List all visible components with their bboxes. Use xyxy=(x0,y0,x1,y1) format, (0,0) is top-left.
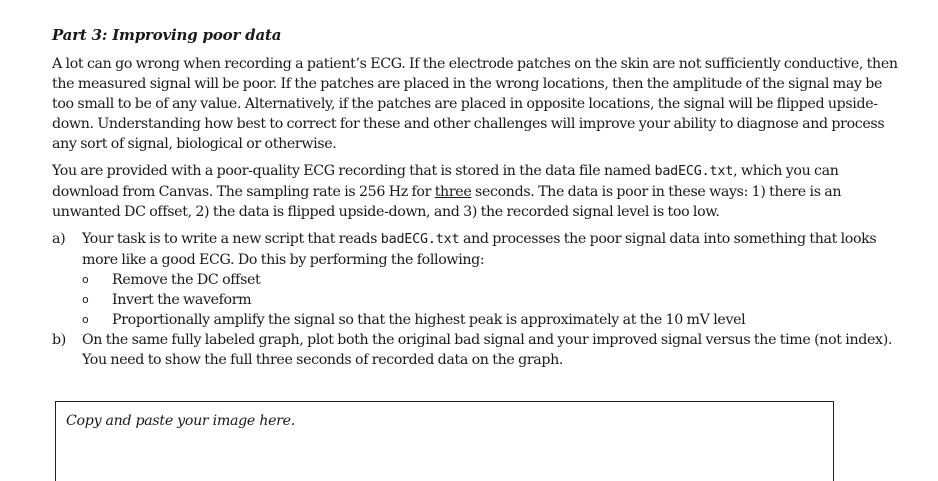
subitem-bullet: o xyxy=(82,273,89,286)
subitem-invert-waveform xyxy=(82,290,902,310)
task-a-marker: a) xyxy=(52,231,66,247)
task-b xyxy=(52,330,902,370)
document-page xyxy=(52,26,902,370)
subitem-bullet: o xyxy=(82,293,89,306)
task-a-subitems xyxy=(82,270,902,330)
task-a-text xyxy=(82,229,902,270)
data-paragraph-text-3: seconds. The data is poor in these ways: 1) there is an unwanted DC offset, 2) the data is flipped upside-down, and 3) the recorded signal level is too low. xyxy=(52,184,842,220)
answer-box[interactable] xyxy=(55,401,834,481)
data-paragraph-text-1: You are provided with a poor-quality ECG recording that is stored in the data file named xyxy=(52,163,655,179)
subitem-text: Proportionally amplify the signal so that the highest peak is approximately at the 10 mV level xyxy=(112,312,746,328)
task-a xyxy=(52,229,902,330)
subitem-remove-dc-offset xyxy=(82,270,902,290)
duration-emphasis: three xyxy=(434,184,472,200)
data-file-name: badECG.txt xyxy=(654,164,734,179)
subitem-text: Invert the waveform xyxy=(112,292,252,308)
data-paragraph-text-2: , which you can download from Canvas. The sampling rate is 256 Hz for xyxy=(52,163,839,200)
task-a-file-name: badECG.txt xyxy=(380,232,460,247)
task-a-text-1: Your task is to write a new script that reads xyxy=(82,231,381,247)
section-heading: Part 3: Improving poor data xyxy=(52,26,282,44)
intro-paragraph: A lot can go wrong when recording a patient’s ECG. If the electrode patches on the skin are not sufficiently conductive, then the measured signal will be poor. If the patches are placed in the wrong locations, then the amplitude of the signal may be too small to be of any value. Alternatively, if the patches are placed in opposite locations, the signal will be flipped upside-down. Understanding how best to correct for these and other challenges will improve your ability to diagnose and process any sort of signal, biological or otherwise. xyxy=(52,56,898,152)
subitem-bullet: o xyxy=(82,313,89,326)
subitem-amplify-signal xyxy=(82,310,902,330)
answer-box-hint: Copy and paste your image here. xyxy=(66,413,295,429)
task-b-text: On the same fully labeled graph, plot both the original bad signal and your improved signal versus the time (not index). You need to show the full three seconds of recorded data on the graph. xyxy=(82,332,893,368)
data-paragraph xyxy=(52,161,902,222)
task-b-marker: b) xyxy=(52,332,66,348)
subitem-text: Remove the DC offset xyxy=(112,272,261,288)
task-a-text-2: and processes the poor signal data into something that looks more like a good ECG. Do this by performing the following: xyxy=(82,231,877,268)
